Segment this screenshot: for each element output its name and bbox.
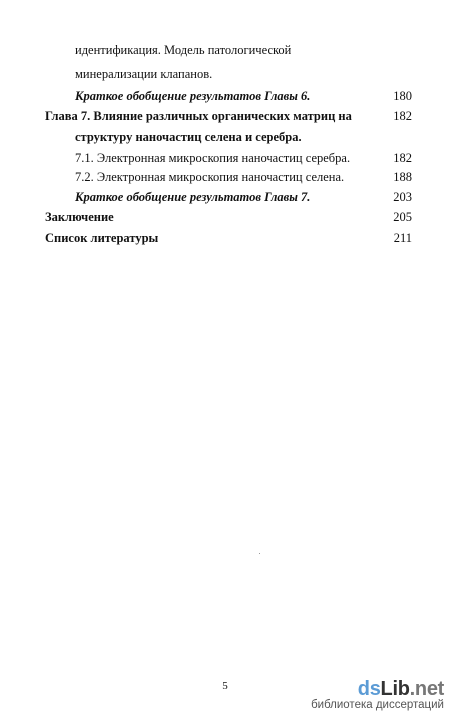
toc-page-summary-ch7: 203: [393, 190, 412, 204]
toc-entry-7-2: 7.2. Электронная микроскопия наночастиц селена.: [75, 170, 345, 184]
toc-entry-7-1: 7.1. Электронная микроскопия наночастиц серебра.: [75, 151, 351, 165]
watermark-brand-ds: ds: [357, 678, 381, 700]
toc-entry-summary-ch6: Краткое обобщение результатов Главы 6.: [75, 89, 311, 103]
toc-line-2: минерализации клапанов.: [75, 67, 213, 81]
watermark-brand-net: .net: [409, 678, 444, 700]
toc-entry-conclusion: Заключение: [45, 210, 114, 224]
toc-entry-references: Список литературы: [45, 231, 159, 245]
watermark-brand: [311, 679, 444, 699]
watermark: [311, 679, 444, 712]
scan-speck: [259, 553, 260, 554]
toc-page-chapter-7: 182: [393, 109, 412, 123]
watermark-subtitle: библиотека диссертаций: [311, 699, 444, 711]
toc-entry-summary-ch7: Краткое обобщение результатов Главы 7.: [75, 190, 311, 204]
toc-page-7-1: 182: [393, 151, 412, 165]
toc-page-7-2: 188: [393, 170, 412, 184]
toc-page-conclusion: 205: [393, 210, 412, 224]
toc-line-1: идентификация. Модель патологической: [75, 43, 292, 57]
toc-entry-chapter-7-cont: структуру наночастиц селена и серебра.: [75, 130, 302, 144]
page-number: 5: [222, 680, 228, 692]
watermark-brand-lib: Lib: [380, 678, 410, 700]
toc-page-references: 211: [393, 231, 412, 245]
toc-entry-chapter-7: Глава 7. Влияние различных органических матриц на: [45, 109, 352, 123]
toc-page-summary-ch6: 180: [393, 89, 412, 103]
